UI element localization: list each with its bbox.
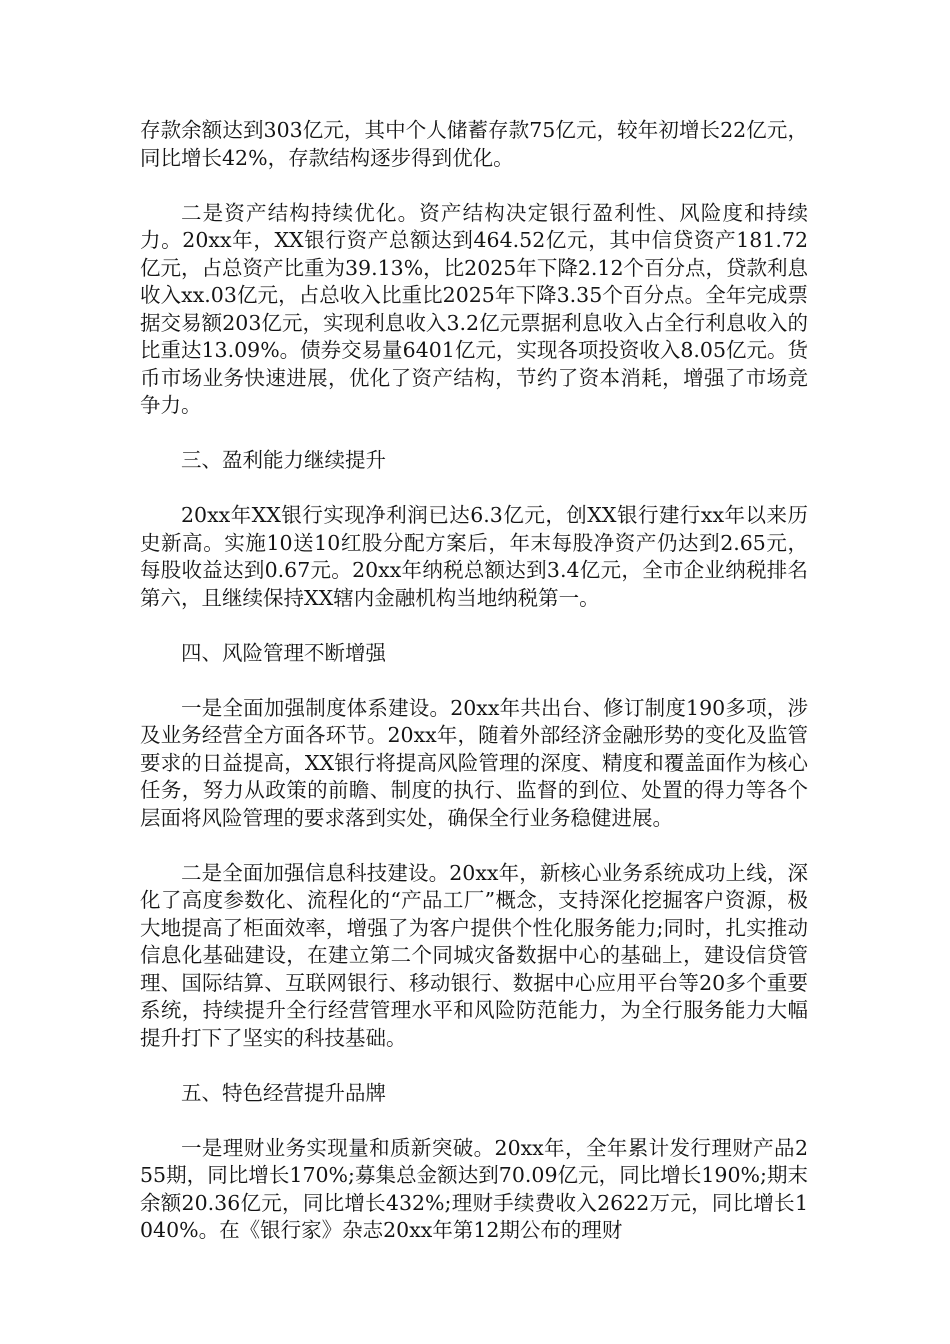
paragraph-deposit-balance: 存款余额达到303亿元，其中个人储蓄存款75亿元，较年初增长22亿元，同比增长42%，存款结构逐步得到优化。 xyxy=(140,118,808,170)
document-page xyxy=(140,117,808,1272)
section-heading-featured-business: 五、特色经营提升品牌 xyxy=(181,1080,386,1105)
paragraph-asset-structure: 二是资产结构持续优化。资产结构决定银行盈利性、风险度和持续力。20xx年，XX银行资产总额达到464.52亿元，其中信贷资产181.72亿元，占总资产比重为39.13%，比2025年下降2.12个百分点，贷款利息收入xx.03亿元，占总收入比重比2025年下降3.35个百分点。全年完成票据交易额203亿元，实现利息收入3.2亿元票据利息收入占全行利息收入的比重达13.09%。债券交易量6401亿元，实现各项投资收入8.05亿元。货币市场业务快速进展，优化了资产结构，节约了资本消耗，增强了市场竞争力。 xyxy=(140,200,808,417)
paragraph-institution-system: 一是全面加强制度体系建设。20xx年共出台、修订制度190多项，涉及业务经营全方面各环节。20xx年，随着外部经济金融形势的变化及监管要求的日益提高，XX银行将提高风险管理的深度、精度和覆盖面作为核心任务，努力从政策的前瞻、制度的执行、监督的到位、处置的得力等各个层面将风险管理的要求落到实处，确保全行业务稳健进展。 xyxy=(140,695,808,830)
paragraph-net-profit: 20xx年XX银行实现净利润已达6.3亿元，创XX银行建行xx年以来历史新高。实施10送10红股分配方案后，年末每股净资产仍达到2.65元，每股收益达到0.67元。20xx年纳税总额达到3.4亿元，全市企业纳税排名第六，且继续保持XX辖内金融机构当地纳税第一。 xyxy=(140,503,808,610)
section-heading-risk-management: 四、风险管理不断增强 xyxy=(181,640,386,665)
paragraph-it-construction: 二是全面加强信息科技建设。20xx年，新核心业务系统成功上线，深化了高度参数化、流程化的“产品工厂”概念，支持深化挖掘客户资源，极大地提高了柜面效率，增强了为客户提供个性化服务能力;同时，扎实推动信息化基础建设，在建立第二个同城灾备数据中心的基础上，建设信贷管理、国际结算、互联网银行、移动银行、数据中心应用平台等20多个重要系统，持续提升全行经营管理水平和风险防范能力，为全行服务能力大幅提升打下了坚实的科技基础。 xyxy=(140,860,808,1050)
section-heading-profitability: 三、盈利能力继续提升 xyxy=(181,448,386,472)
paragraph-wealth-management: 一是理财业务实现量和质新突破。20xx年，全年累计发行理财产品255期，同比增长170%;募集总金额达到70.09亿元，同比增长190%;期末余额20.36亿元，同比增长432%;理财手续费收入2622万元，同比增长1040%。在《银行家》杂志20xx年第12期公布的理财 xyxy=(140,1135,808,1242)
